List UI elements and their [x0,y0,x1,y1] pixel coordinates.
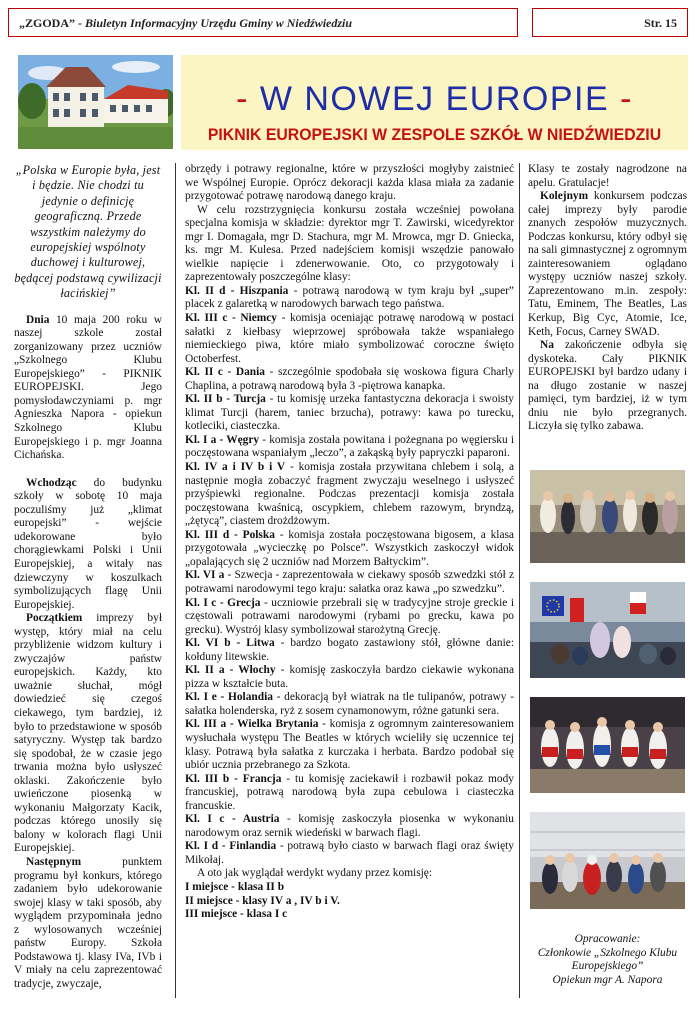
photo-4-illustration [530,812,685,909]
class-entry: Kl. III c - Niemcy - komisja oceniając potrawę narodową w postaci sałatki z kiełbasy wieprzowej spróbowała także wspaniałego niemieckiego piwa, które miało symbolizować coroczne święto Octoberfest. [185,312,514,365]
paragraph-4: Następnym punktem programu był konkurs, którego zadaniem było udekorowanie swojej klasy w taki sposób, aby wyglądem przypominała jedno z wylosowanych wcześniej państw Europy. Szkoła Podstawowa tj. klasy IVa, IVb i V miały na celu zaprezentować tradycje, zwyczaje, [14,855,162,990]
photo-1-illustration [530,470,685,563]
class-entry: Kl. I c - Grecja - uczniowie przebrali się w tradycyjne stroje greckie i częstowali potrawami narodowymi (rybami po grecku, kawa po grecku). Wystrój klasy symbolizował starożytną Grecję. [185,596,514,636]
verdict-intro: A oto jak wyglądał werdykt wydany przez komisję: [197,867,433,880]
event-photo-3 [530,697,685,793]
school-building-photo [18,55,173,149]
column-3-paragraph-1: Klasy te zostały nagrodzone na apelu. Gratulacje! [528,163,687,189]
event-photo-2 [530,582,685,678]
class-entry: Kl. I c - Austria - komisję zaskoczyła piosenka w wykonaniu narodowym oraz sernik wiedeński w barwach flagi. [185,813,514,839]
event-photo-4 [530,812,685,909]
column-2 [185,163,514,922]
photo-2-illustration [530,582,685,678]
place-1: I miejsce - klasa II b [185,880,285,893]
class-entry: Kl. I d - Finlandia - potrawą było ciasto w barwach flagi oraz święty Mikołaj. [185,840,514,866]
class-entry: Kl. II b - Turcja - tu komisję urzeka fantastyczna dekoracja i swoisty klimat Turcji (harem, taniec brzucha), potrawy: kawa po turecku, kotleciki, ciasteczka. [185,393,514,433]
paragraph-3: Początkiem imprezy był występ, który miał na celu przybliżenie widzom kultury i zwyczajów państw europejskich. Każdy, kto uważnie słuchał, mógł dowiedzieć się czegoś ciekawego, tym bardziej, iż było to przedstawione w sposób satyryczny. Występ tak bardzo się spodobał, że w czasie jego trwania można było usłyszeć oklaski. Zakończenie było uwieńczone piosenką w wykonaniu Małgorzaty Kacik, podczas którego unosiły się balony w kolorach flagi Unii Europejskiej. [14,612,162,855]
place-3: III miejsce - klasa I c [185,908,288,921]
article-title [181,80,688,119]
column-3-paragraph-3: Na zakończenie odbyła się dyskoteka. Cały PIKNIK EUROPEJSKI był bardzo udany i na długo zostanie w naszej pamięci, tym bardziej, iż w tym dniu nie było przegranych. Liczyła się tylko zabawa. [528,339,687,433]
title-dash-left: - [236,80,260,118]
class-entry: Kl. III a - Wielka Brytania - komisja z ogromnym zainteresowaniem wysłuchała występu The Beatles w których wcieliły się uczennice tej klasy. Potrawą była sałatka z kurczaka i herbata. Bardzo podobał się ubiór ucznia przebranego za Szkota. [185,718,515,772]
class-entry: Kl. IV a i IV b i V - komisja została przywitana chlebem i solą, a następnie mogła zobaczyć fragment zwyczaju weselnego i usłyszeć przyśpiewki regionalne. Podczas prezentacji komisja została poczęstowana kwaśnicą, oscypkiem, chlebem razowym, bryndzą, „żętycą”, ciastem drożdżowym. [185,461,514,528]
place-2: II miejsce - klasy IV a , IV b i V. [185,894,340,907]
class-entry: Kl. II d - Hiszpania - potrawą narodową w tym kraju był „super” placek z galaretką w narodowych barwach tego państwa. [185,284,514,311]
credit-label: Opracowanie: [574,933,641,945]
column-2-intro: obrzędy i potrawy regionalne, które w przyszłości mogłyby zaistnieć we Wspólnej Europie. Oprócz dekoracji każda klasa miała za zadanie przygotować potrawę narodową danego kraju. [185,163,514,203]
class-entry: Kl. I a - Węgry - komisja została powitana i pożegnana po węgiersku i poczęstowana wspaniałym „leczo”, a zakąską były papryczki paparoni. [185,433,514,460]
paragraph-1: Dnia 10 maja 200 roku w naszej szkole został zorganizowany przez uczniów „Szkolnego Klubu Europejskiego” - PIKNIK EUROPEJSKI. Jego pomysłodawczyniami p. mgr Agnieszka Napora - opiekun Szkolnego Klubu Europejskiego i p. mgr Joanna Cichańska. [14,313,162,462]
column-1 [14,163,162,991]
event-photo-1 [530,470,685,563]
jury-paragraph: W celu rozstrzygnięcia konkursu została wcześniej powołana specjalna komisja w składzie: dyrektor mgr T. Zawirski, wicedyrektor mgr I. Domagała, mgr D. Stachura, mgr M. Mrowca, mgr D. Gniecka, ks. mgr M. Kulesa. Przed nadejściem komisji wszędzie panowało wielkie napięcie i zdenerwowanie. Oto, co przygotowały i zaprezentowały poszczególne klasy: [185,203,514,284]
class-entry: Kl. VI a - Szwecja - zaprezentowała w ciekawy sposób szwedzki stół z potrawami narodowymi tego kraju: sałatka oraz kawa „po szwedzku”. [185,569,514,595]
class-entry: Kl. II c - Dania - szczególnie spodobała się woskowa figura Charly Chaplina, a potrawą narodową była 3 -piętrowa kanapka. [185,366,514,392]
title-text: W NOWEJ EUROPIE [259,80,610,118]
article-title-banner [181,55,688,150]
title-dash-right: - [609,80,633,118]
school-building-illustration [18,55,173,149]
class-entry: Kl. VI b - Litwa - bardzo bogato zastawiony stół, główne danie: kołduny litewskie. [185,637,514,663]
class-entries [185,285,514,868]
class-entry: Kl. III b - Francja - tu komisję zaciekawił i rozbawił pokaz mody francuskiej, potrawą narodową była zupa cebulowa i ciasteczka francuskie. [185,772,515,812]
column-3 [528,163,687,434]
article-subtitle: PIKNIK EUROPEJSKI W ZESPOLE SZKÓŁ W NIEDŹWIEDZIU [207,125,662,144]
column-3-paragraph-2: Kolejnym konkursem podczas całej imprezy były parodie znanych zespołów muzycznych. Podczas konkursu, który odbył się na sali gimnastycznej z ogromnym zainteresowaniem oglądano występy uczniów naszej szkoły. Zaprezentowano m.in. zespoły: Tatu, Eminem, The Beatles, Las Kerkup, Big Cyc, Atomie, Ice, Keth, Focus, Carney SWAD. [528,190,687,338]
bulletin-subtitle: - Biuletyn Informacyjny Urzędu Gminy w Niedźwiedziu [75,16,353,30]
paragraph-2: Wchodząc do budynku szkoły w sobotę 10 maja poczuliśmy już „klimat europejski” - wejście udekorowane było chorągiewkami Polski i Unii Europejskiej, a witały nas dziewczyny w koszulkach symbolizujących flagę Unii Europejskiej. [14,476,162,611]
page-number: Str. 15 [532,8,688,37]
column-divider-left [175,163,176,998]
article-credit [528,933,687,987]
photo-3-illustration [530,697,685,793]
class-entry: Kl. II a - Włochy - komisję zaskoczyła bardzo ciekawie wykonana pizza w kształcie buta. [185,664,515,690]
bulletin-name: „ZGODA” [19,16,76,30]
credit-authors: Członkowie „Szkolnego Klubu Europejskiego” [537,946,678,972]
bulletin-title-box [8,8,518,37]
class-entry: Kl. I e - Holandia - dekoracją był wiatrak na tle tulipanów, potrawy - sałatka holenderska, ryż z sosem cynamonowym, różne gatunki sera. [185,691,514,717]
class-entry: Kl. III d - Polska - komisja została poczęstowana bigosem, a klasa przygotowała „wycieczkę po Polsce”. Wszystkich zaskoczył widok „opalających się 2 uczniów nad Morzem Bałtyckim”. [185,528,514,568]
credit-supervisor: Opiekun mgr A. Napora [552,973,663,986]
opening-quote: „Polska w Europie była, jest i będzie. Nie chodzi tu jedynie o definicję geograficzną. Przede wszystkim należymy do europejskiej wspólnoty duchowej i kulturowej, będącej podstawą cywilizacji łacińskiej” [14,163,162,301]
column-divider-right [519,163,520,998]
